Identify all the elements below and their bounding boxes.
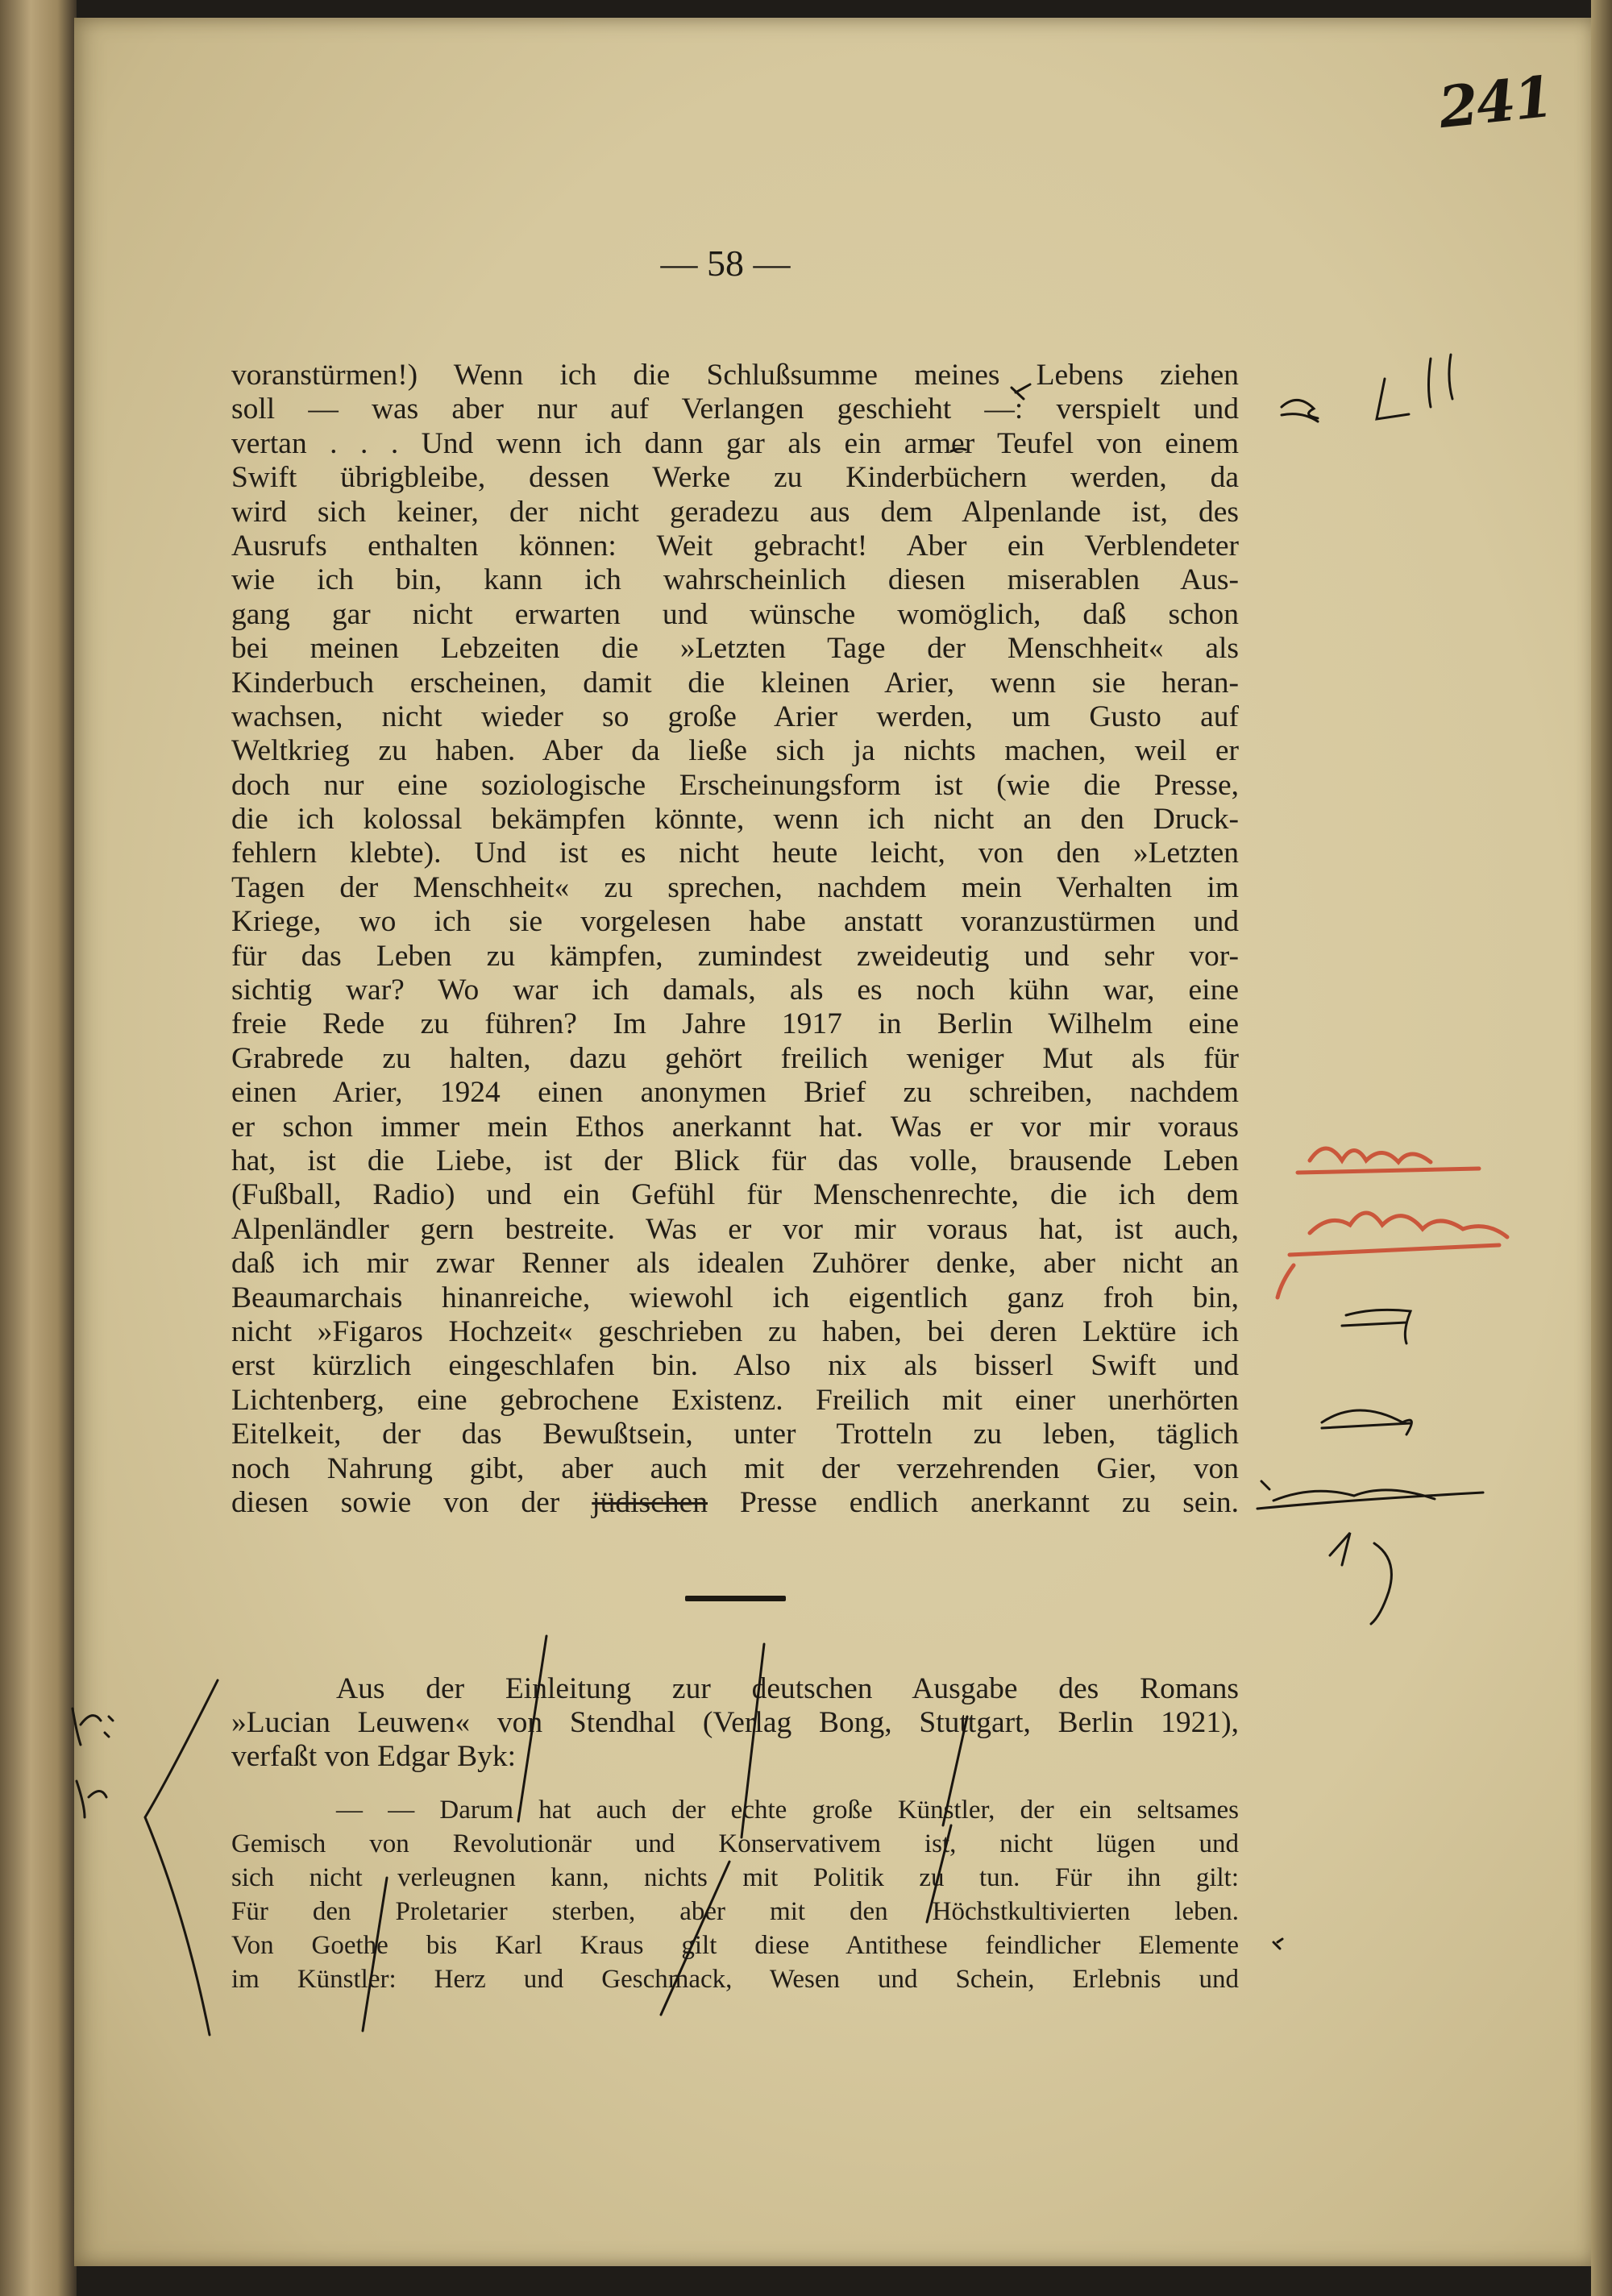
text-line: soll — was aber nur auf Verlangen geschieht —: verspielt und: [231, 392, 1239, 426]
text-line: Tagen der Menschheit« zu sprechen, nachdem mein Verhalten im: [231, 870, 1239, 904]
text-line: wird sich keiner, der nicht geradezu aus dem Alpenlande ist, des: [231, 495, 1239, 529]
excerpt-heading-line: Aus der Einleitung zur deutschen Ausgabe des Romans: [336, 1672, 1239, 1705]
quote-line: Von Goethe bis Karl Kraus gilt diese Antithese feindlicher Elemente: [231, 1931, 1239, 1960]
text-line: noch Nahrung gibt, aber auch mit der verzehrenden Gier, von: [231, 1451, 1239, 1485]
text-line: Alpenländler gern bestreite. Was er vor mir voraus hat, ist auch,: [231, 1212, 1239, 1246]
quote-line: Gemisch von Revolutionär und Konservativem ist, nicht lügen und: [231, 1829, 1239, 1858]
text-line: Lichtenberg, eine gebrochene Existenz. Freilich mit einer unerhörten: [231, 1383, 1239, 1417]
text-fragment: diesen sowie von der: [231, 1485, 560, 1519]
text-line: Swift übrigbleibe, dessen Werke zu Kinderbüchern werden, da: [231, 461, 1239, 495]
text-line: vertan . . . Und wenn ich dann gar als ein armer Teufel von einem: [231, 426, 1239, 460]
text-line: Eitelkeit, der das Bewußtsein, unter Trotteln zu leben, täglich: [231, 1418, 1239, 1451]
text-line: einen Arier, 1924 einen anonymen Brief zu schreiben, nachdem: [231, 1076, 1239, 1110]
text-line: wie ich bin, kann ich wahrscheinlich diesen miserablen Aus-: [231, 563, 1239, 597]
text-line: daß ich mir zwar Renner als idealen Zuhörer denke, aber nicht an: [231, 1247, 1239, 1281]
text-line: nicht »Figaros Hochzeit« geschrieben zu haben, bei deren Lektüre ich: [231, 1314, 1239, 1348]
section-divider-rule: [685, 1596, 786, 1601]
facing-page-edge: [0, 0, 77, 2296]
quote-line: im Künstler: Herz und Geschmack, Wesen und Schein, Erlebnis und: [231, 1965, 1239, 1994]
page-edge-right: [1591, 0, 1612, 2296]
text-line: er schon immer mein Ethos anerkannt hat. Was er vor mir voraus: [231, 1110, 1239, 1144]
text-line-last: [231, 1486, 1239, 1520]
text-line: Weltkrieg zu haben. Aber da ließe sich ja nichts machen, weil er: [231, 734, 1239, 768]
text-line: Kinderbuch erscheinen, damit die kleinen Arier, wenn sie heran-: [231, 666, 1239, 700]
excerpt-heading-line: verfaßt von Edgar Byk:: [231, 1740, 517, 1773]
text-line: fehlern klebte). Und ist es nicht heute leicht, von den »Letzten: [231, 837, 1239, 870]
excerpt-heading: [231, 1672, 1239, 1774]
excerpt-quote-text: [231, 1793, 1239, 1996]
text-line: erst kürzlich eingeschlafen bin. Also nix als bisserl Swift und: [231, 1349, 1239, 1383]
text-line: hat, ist die Liebe, ist der Blick für das volle, brausende Leben: [231, 1144, 1239, 1177]
excerpt-heading-line: »Lucian Leuwen« von Stendhal (Verlag Bong, Stuttgart, Berlin 1921),: [231, 1706, 1239, 1739]
quote-line: — — Darum hat auch der echte große Künstler, der ein seltsames: [336, 1796, 1239, 1825]
text-line: Beaumarchais hinanreiche, wiewohl ich eigentlich ganz froh bin,: [231, 1281, 1239, 1314]
text-line: die ich kolossal bekämpfen könnte, wenn ich nicht an den Druck-: [231, 803, 1239, 837]
text-line: Grabrede zu halten, dazu gehört freilich weniger Mut als für: [231, 1041, 1239, 1075]
text-line: freie Rede zu führen? Im Jahre 1917 in Berlin Wilhelm eine: [231, 1007, 1239, 1041]
text-line: wachsen, nicht wieder so große Arier werden, um Gusto auf: [231, 700, 1239, 733]
text-line: gang gar nicht erwarten und wünsche womöglich, daß schon: [231, 597, 1239, 631]
quote-line: Für den Proletarier sterben, aber mit den Höchstkultivierten leben.: [231, 1897, 1239, 1926]
text-line: Kriege, wo ich sie vorgelesen habe anstatt voranzustürmen und: [231, 905, 1239, 939]
page-number: — 58 —: [660, 243, 791, 284]
text-line: bei meinen Lebzeiten die »Letzten Tage der Menschheit« als: [231, 632, 1239, 666]
text-line: doch nur eine soziologische Erscheinungsform ist (wie die Presse,: [231, 768, 1239, 802]
text-fragment: Presse endlich anerkannt zu sein.: [739, 1485, 1240, 1519]
struck-through-word: jüdischen: [592, 1485, 708, 1519]
handwritten-folio-number: 241: [1435, 62, 1556, 142]
text-line: voranstürmen!) Wenn ich die Schlußsumme meines Lebens ziehen: [231, 359, 1239, 392]
text-line: sichtig war? Wo war ich damals, als es noch kühn war, eine: [231, 974, 1239, 1007]
text-line: für das Leben zu kämpfen, zumindest zweideutig und sehr vor-: [231, 939, 1239, 973]
quote-line: sich nicht verleugnen kann, nichts mit Politik zu tun. Für ihn gilt:: [231, 1863, 1239, 1892]
text-line: Ausrufs enthalten können: Weit gebracht! Aber ein Verblendeter: [231, 529, 1239, 563]
main-body-text: [231, 359, 1239, 1520]
text-line: (Fußball, Radio) und ein Gefühl für Menschenrechte, die ich dem: [231, 1178, 1239, 1212]
